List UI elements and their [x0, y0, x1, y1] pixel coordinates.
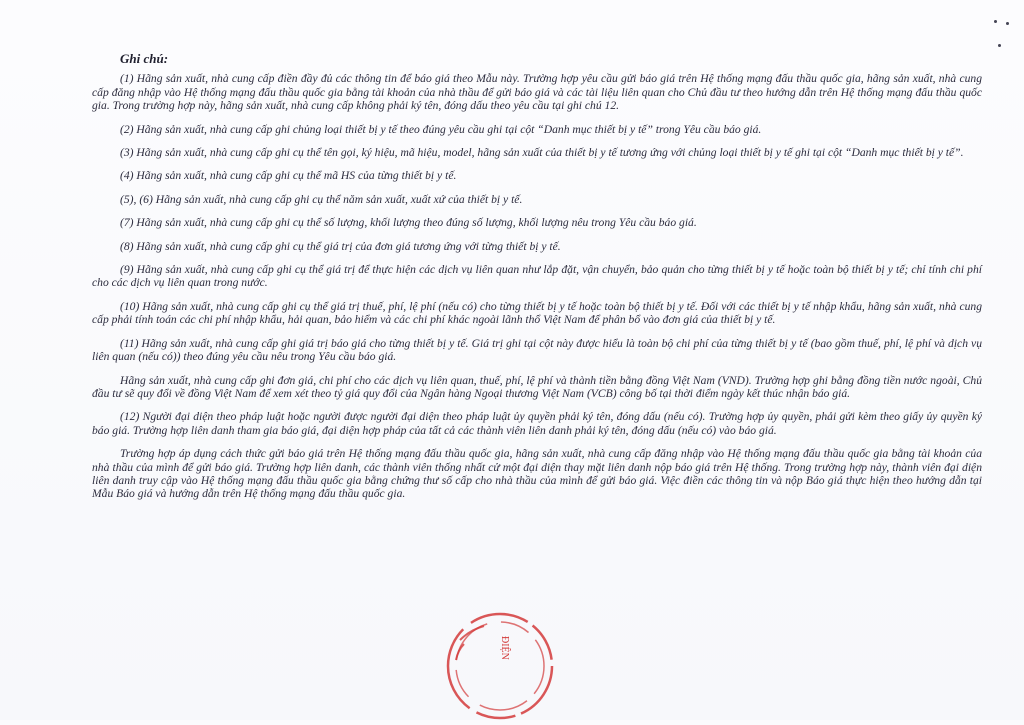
note-3: (3) Hãng sản xuất, nhà cung cấp ghi cụ thể tên gọi, ký hiệu, mã hiệu, model, hãng sản xuất của thiết bị y tế tương ứng với chủng loại thiết bị y tế ghi tại cột “Danh mục thiết bị y tế”.: [120, 146, 964, 160]
notes-heading: Ghi chú:: [120, 51, 169, 66]
note-8: (8) Hãng sản xuất, nhà cung cấp ghi cụ thể giá trị của đơn giá tương ứng với từng thiết bị y tế.: [120, 239, 561, 253]
note-11: (11) Hãng sản xuất, nhà cung cấp ghi giá trị báo giá cho từng thiết bị y tế. Giá trị ghi tại cột này được hiểu là toàn bộ chi phí của từng thiết bị y tế (bao gồm thuế, phí, lệ phí và dịch vụ liên quan (nếu có)) theo đúng yêu cầu nêu trong Yêu cầu báo giá.: [92, 336, 982, 364]
note-7: (7) Hãng sản xuất, nhà cung cấp ghi cụ thể số lượng, khối lượng theo đúng số lượng, khối lượng nêu trong Yêu cầu báo giá.: [120, 216, 697, 230]
note-12: (12) Người đại diện theo pháp luật hoặc người được người đại diện theo pháp luật ủy quyền phải ký tên, đóng dấu (nếu có). Trường hợp ủy quyền, phải gửi kèm theo giấy ủy quyền ký báo giá. Trường hợp liên danh tham gia báo giá, đại diện hợp pháp của tất cả các thành viên liên danh phải ký tên, đóng dấu (nếu có) vào báo giá.: [92, 410, 982, 437]
note-online-submission: Trường hợp áp dụng cách thức gửi báo giá trên Hệ thống mạng đấu thầu quốc gia, hãng sản xuất, nhà cung cấp đăng nhập vào Hệ thống mạng đấu thầu quốc gia bằng tài khoản của nhà thầu của mình để gửi báo giá. Trường hợp liên danh, các thành viên thống nhất cử một đại diện thay mặt liên danh nộp báo giá trên Hệ thống. Trong trường hợp này, thành viên đại diện liên danh truy cập vào Hệ thống mạng đấu thầu quốc gia bằng chứng thư số cấp cho nhà thầu của mình để gửi báo giá. Việc điền các thông tin và nộp Báo giá thực hiện theo hướng dẫn tại Mẫu Báo giá và hướng dẫn trên Hệ thống mạng đấu thầu quốc gia.: [92, 447, 982, 501]
red-seal-stamp: [440, 600, 560, 720]
note-4: (4) Hãng sản xuất, nhà cung cấp ghi cụ thể mã HS của từng thiết bị y tế.: [120, 169, 457, 183]
stamp-text: ĐIỆN: [499, 636, 510, 660]
note-2: (2) Hãng sản xuất, nhà cung cấp ghi chủng loại thiết bị y tế theo đúng yêu cầu ghi tại cột “Danh mục thiết bị y tế” trong Yêu cầu báo giá.: [120, 122, 762, 136]
note-9: (9) Hãng sản xuất, nhà cung cấp ghi cụ thể giá trị để thực hiện các dịch vụ liên quan như lắp đặt, vận chuyển, bảo quản cho từng thiết bị y tế hoặc toàn bộ thiết bị y tế; chỉ tính chi phí cho các dịch vụ liên quan trong nước.: [92, 263, 982, 290]
note-1: (1) Hãng sản xuất, nhà cung cấp điền đầy đủ các thông tin để báo giá theo Mẫu này. Trường hợp yêu cầu gửi báo giá trên Hệ thống mạng đấu thầu quốc gia, hãng sản xuất, nhà cung cấp đăng nhập vào Hệ thống mạng đấu thầu quốc gia bằng tài khoản của nhà thầu để gửi báo giá và các tài liệu liên quan cho Chủ đầu tư theo hướng dẫn trên Hệ thống mạng đấu thầu quốc gia. Trong trường hợp này, hãng sản xuất, nhà cung cấp không phải ký tên, đóng dấu theo yêu cầu tại ghi chú 12.: [92, 72, 982, 113]
notes-section: [92, 52, 982, 511]
note-10: (10) Hãng sản xuất, nhà cung cấp ghi cụ thể giá trị thuế, phí, lệ phí (nếu có) cho từng thiết bị y tế hoặc toàn bộ thiết bị y tế. Đối với các thiết bị y tế nhập khẩu, hãng sản xuất, nhà cung cấp phải tính toán các chi phí nhập khẩu, hải quan, bảo hiểm và các chi phí khác ngoài lãnh thổ Việt Nam để phân bổ vào đơn giá của thiết bị y tế.: [92, 299, 982, 327]
note-currency: Hãng sản xuất, nhà cung cấp ghi đơn giá, chi phí cho các dịch vụ liên quan, thuế, phí, lệ phí và thành tiền bằng đồng Việt Nam (VND). Trường hợp ghi bằng đồng tiền nước ngoài, Chủ đầu tư sẽ quy đổi về đồng Việt Nam để xem xét theo tỷ giá quy đổi của Ngân hàng Ngoại thương Việt Nam (VCB) công bố tại thời điểm ngày kết thúc nhận báo giá.: [92, 373, 982, 400]
note-5-6: (5), (6) Hãng sản xuất, nhà cung cấp ghi cụ thể năm sản xuất, xuất xứ của thiết bị y tế.: [120, 192, 523, 206]
